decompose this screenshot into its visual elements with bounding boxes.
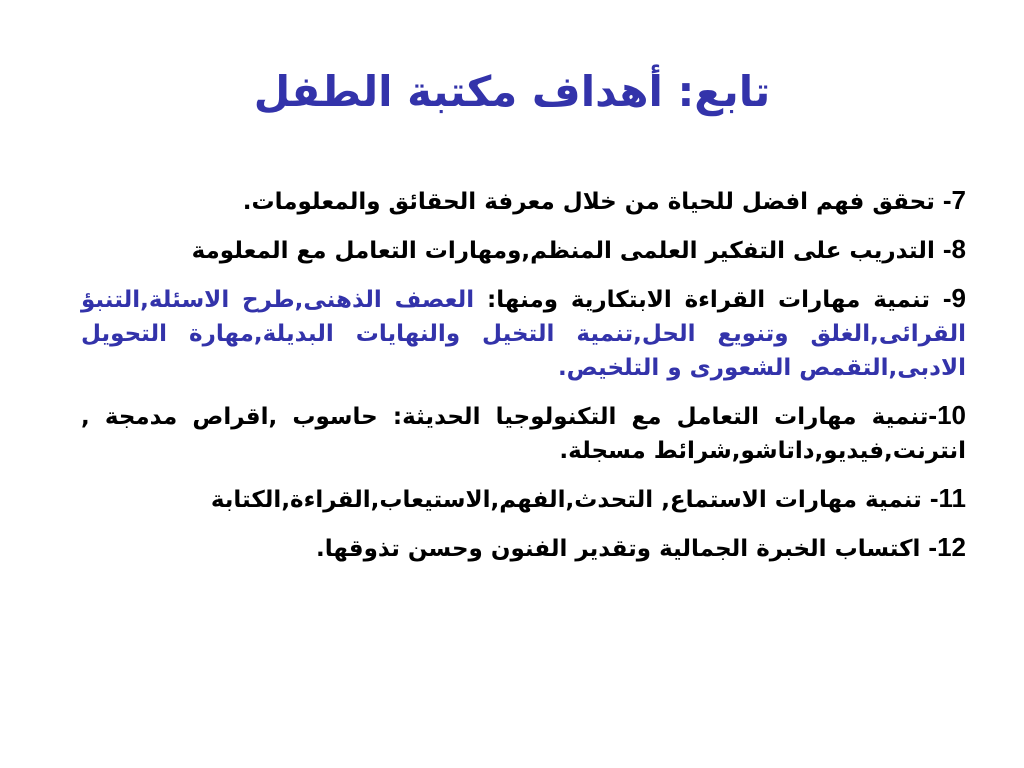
item-text: تحقق فهم افضل للحياة من خلال معرفة الحقائق والمعلومات.	[242, 189, 935, 215]
objective-item-9	[81, 281, 966, 385]
objective-item-8	[81, 232, 966, 268]
item-highlight-text: العصف الذهنى,طرح الاسئلة,التنبؤ القرائى,الغلق وتنويع الحل,تنمية التخيل والنهايات البديلة,مهارة التحويل الادبى,التقمص الشعورى و التلخيص.	[81, 287, 966, 381]
objectives-list	[81, 183, 966, 579]
item-number: 8-	[942, 234, 966, 264]
item-text: التدريب على التفكير العلمى المنظم,ومهارات التعامل مع المعلومة	[191, 238, 935, 264]
item-text: تنمية مهارات القراءة الابتكارية ومنها:	[487, 287, 930, 313]
item-text: تنمية مهارات التعامل مع التكنولوجيا الحديثة: حاسوب ,اقراص مدمجة , انترنت,فيديو,داتاشو,شرائط مسجلة.	[81, 404, 966, 464]
item-text: تنمية مهارات الاستماع, التحدث,الفهم,الاستيعاب,القراءة,الكتابة	[210, 487, 922, 513]
item-number: 9-	[942, 283, 966, 313]
objective-item-7	[81, 183, 966, 219]
objective-item-11	[81, 481, 966, 517]
objective-item-12	[81, 530, 966, 566]
item-number: 11-	[929, 483, 966, 513]
item-number: 10-	[928, 400, 966, 430]
item-text: اكتساب الخبرة الجمالية وتقدير الفنون وحسن تذوقها.	[316, 536, 921, 562]
item-number: 12-	[928, 532, 966, 562]
item-number: 7-	[942, 185, 966, 215]
objective-item-10	[81, 398, 966, 468]
slide-title: تابع: أهداف مكتبة الطفل	[253, 67, 771, 116]
